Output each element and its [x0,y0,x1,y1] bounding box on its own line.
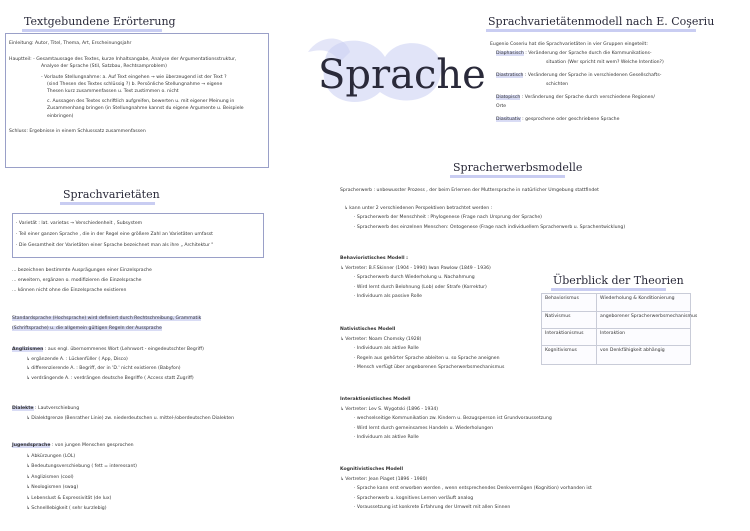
behav-title: Behavioristisches Modell : [340,256,408,261]
varietaeten-box-content [16,218,213,251]
heading-theorien: Überblick der Theorien [553,274,684,287]
kog-title: Kognitivistisches Modell [340,467,404,472]
nat-line: ↳ Vertreter: Noam Chomsky (1928) [340,336,422,342]
tg-line: (sind Thesen des Textes schlüssig ?) b. Persönliche Stellungnahme → eigene [47,81,223,87]
theorien-cell-name: Interaktionismus [545,331,584,336]
nat-line: · Individuum als aktive Rolle [354,346,419,351]
jugend-item: ↳ Anglizismen (cool) [26,474,74,480]
tg-line: Analyse der Sprache (Stil, Satzbau, Rechtsamproblem) [41,64,167,70]
modell-text: schichten [546,82,569,87]
modell-text: Orte [496,104,507,109]
tg-line: Hauptteil: - Gesamtaussage des Textes, kurze Inhaltsangabe, Analyse der Argumentationsstruktur, [9,57,237,63]
nat-line: · Mensch verfügt über angeborenen Spracherwerbsmechanismus [354,365,505,370]
modell-label: Diasituativ [496,117,521,122]
nat-line: · Regeln aus gehörter Sprache ableiten u. so Sprache aneignen [354,355,500,361]
tg-line: einbringen) [47,113,74,119]
jugendsprache-rest: : von jungen Menschen gesprochen [50,443,134,448]
heading-textgebunden: Textgebundene Erörterung [24,15,176,28]
behav-line: · Spracherwerb durch Wiederholung u. Nachahmung [354,275,475,280]
var-box-line: · Varietät : lat. varietas → Verschiedenheit , Subsystem [16,221,143,226]
jugend-item: ↳ Abkürzungen (LOL) [26,453,76,459]
kog-line: ↳ Vertreter: Jean Piaget (1896 - 1980) [340,476,428,482]
modell-text: : Veränderung der Sprache durch die Kommunikations- [523,51,652,56]
anglizismen-item: ↳ differenzierende A. : Begriff, der in 'D.' nicht existieren (Babyfon) [26,366,181,371]
jugend-item: ↳ Lebenslust & Expressivität (de lux) [26,495,112,501]
modell-text: : Veränderung der Sprache in verschiedenen Gesellschafts- [523,73,662,78]
behav-line: · Individuum als passive Rolle [354,294,422,299]
var-line: ... bezeichnen bestimmte Ausprägungen einer Einzelsprache [12,268,152,273]
var-box-line: · Teil einer ganzen Sprache , die in der Regel eine größere Zahl an Varietäten umfasst [16,232,213,237]
textgebunden-underline [22,29,162,32]
inter-title: Interaktionistisches Modell [340,397,411,402]
theorien-cell-desc: Interaktion [600,331,626,336]
modell-text: situation (Wer spricht mit wem? Welche Intention?) [546,60,664,65]
anglizismen-item: ↳ verdrängende A. : verdrängen deutsche Begriffe ( Access statt Zugriff) [26,375,194,381]
nat-section [340,325,504,373]
tg-line: Zusammenhang bringen (in Stellungnahme kannst du eigene Argumente u. Beispiele [47,106,244,112]
kog-line: · Voraussetzung ist konkrete Erfahrung der Umwelt mit allen Sinnen [354,505,511,510]
standardsprache-line2: (Schriftsprache) u. die allgemein gültigen Regeln der Aussprache [12,326,162,331]
inter-line: · Wird lernt durch gemeinsames Handeln u. Wiederholungen [354,425,493,431]
modell-label: Diastratisch [496,73,524,78]
tg-line: Thesen kurz zusammenfassen u. Text zustimmen o. nicht [47,89,179,95]
tg-line: Schluss: Ergebnisse in einem Schlusssatz zusammenfassen [9,128,146,134]
modell-label: Diaphasisch [496,51,524,56]
jugendsprache-title: Jugendsprache [12,443,51,448]
dialekte-rest: : Lautverschiebung [33,406,80,411]
theorien-cell-name: Kognitivismus [545,348,577,353]
modell-label: Diatopisch [496,95,521,100]
theorien-cell-name: Behaviorismus [545,296,579,301]
tg-line: Einleitung: Autor, Titel, Thema, Art, Erscheinungsjahr [9,41,132,46]
jugendsprache-section [12,441,137,515]
heading-erwerb: Spracherwerbsmodelle [453,161,583,174]
theorien-row [542,311,698,324]
inter-line: · Individuum als aktive Rolle [354,435,419,440]
theorien-row [542,294,690,306]
theorien-cell-desc: Wiederholung & Konditionierung [600,296,675,301]
tg-line: c. Aussagen des Textes schriftlich aufgreifen, bewerten u. mit eigener Meinung in [47,99,235,105]
theorien-row [542,345,690,358]
erwerb-line: · Spracherwerb des einzelnen Menschen: Ontogenese (Frage nach individuellem Spracherwerb u. Sprachentwicklung) [354,224,626,230]
jugend-item: ↳ Bedeutungsverschiebung ( fett = interessant) [26,464,137,469]
modell-underline [486,29,696,32]
standardsprache-section [12,314,201,334]
anglizismen-title: Anglizismen [12,347,44,352]
page-title: Sprache [318,52,486,98]
kog-line: · Sprache kann erst erworben werden , wenn entsprechendes Denkvermögen (Kognition) vorhanden ist [354,486,592,491]
erwerb-underline [450,175,565,178]
anglizismen-item: ↳ ergänzende A. : Lückenfüller ( App, Disco) [26,356,128,362]
behav-line: · Wird lernt durch Belohnung (Lob) oder Strafe (Korrektur) [354,284,487,290]
theorien-cell-desc: von Denkfähigkeit abhängig [600,348,665,353]
erwerb-line: Spracherwerb : unbewusster Prozess , der beim Erlernen der Muttersprache in natürlicher Umgebung stattfindet [340,188,599,193]
textgebunden-content [9,40,244,135]
theorien-underline [551,288,666,291]
dialekte-section [12,404,234,423]
modell-text: : gesprochene oder geschriebene Sprache [520,117,620,122]
jugend-item: ↳ Neologismen (swag) [26,485,79,490]
modell-intro: Eugenio Coseriu hat die Sprachvarietäten in vier Gruppen eingeteilt: [490,42,648,47]
varietaeten-lines [12,266,152,296]
dialekte-item: ↳ Dialektgrenze (Benrather Linie) zw. niederdeutschen u. mittel-/oberdeutschen Dialekten [26,415,234,421]
behav-line: ↳ Vertreter: B.F.Skinner (1904 - 1990) Iwan Pawlow (1849 - 1936) [340,265,491,271]
theorien-cell-name: Nativismus [545,314,571,319]
theorien-cell-desc: angeborener Spracherwerbsmechanismus [600,314,698,319]
heading-sprachvarietaeten: Sprachvarietäten [63,188,160,201]
varietaeten-underline [60,202,155,205]
jugend-item: ↳ Schnelllebigkeit ( sehr kurzlebig) [26,506,107,511]
theorien-row [542,328,690,341]
var-line: ... können nicht ohne die Einzelsprache existieren [12,288,127,293]
erwerb-line: · Spracherwerb der Menschheit : Phylogenese (Frage nach Ursprung der Sprache) [354,215,542,220]
dialekte-title: Dialekte [12,406,34,411]
anglizismen-section [12,345,204,383]
theorien-panel [527,272,698,364]
var-box-line: · Die Gesamtheit der Varietäten einer Sprache bezeichnet man als ihre „ Architektur " [16,243,214,248]
erwerb-intro [340,186,625,232]
kog-section [340,465,592,513]
inter-line: · wechselseitige Kommunikation zw. Kindern u. Bezugsperson ist Grundvoraussetzung [354,416,552,421]
modell-text: : Veränderung der Sprache durch verschiedene Regionen/ [520,95,655,100]
nat-title: Nativistisches Modell [340,327,396,332]
erwerb-line: ↳ kann unter 2 verschiedenen Perspektiven betrachtet werden : [344,205,493,211]
kog-line: · Spracherwerb u. kognitives Lernen verläuft analog [354,495,474,501]
standardsprache-title: Standardsprache (Hochsprache) wird definiert durch Rechtschreibung, Grammatik [12,316,202,321]
inter-line: ↳ Vertreter: Lev S. Wygotski (1896 - 1934) [340,406,439,412]
behav-section [340,254,491,302]
modell-content [490,40,664,124]
theorien-table [541,293,698,365]
heading-modell: Sprachvarietätenmodell nach E. Coşeriu [488,15,715,28]
anglizismen-rest: : aus engl. übernommenes Wort (Lehnwort - eingedeutschter Begriff) [43,347,204,352]
tg-line: - Vorlaute Stellungnahme: a. Auf Text eingehen → wie überzeugend ist der Text ? [41,74,227,80]
var-line: ... erweitern, ergänzen o. modifizieren die Einzelsprache [12,278,142,283]
inter-section [340,395,552,443]
